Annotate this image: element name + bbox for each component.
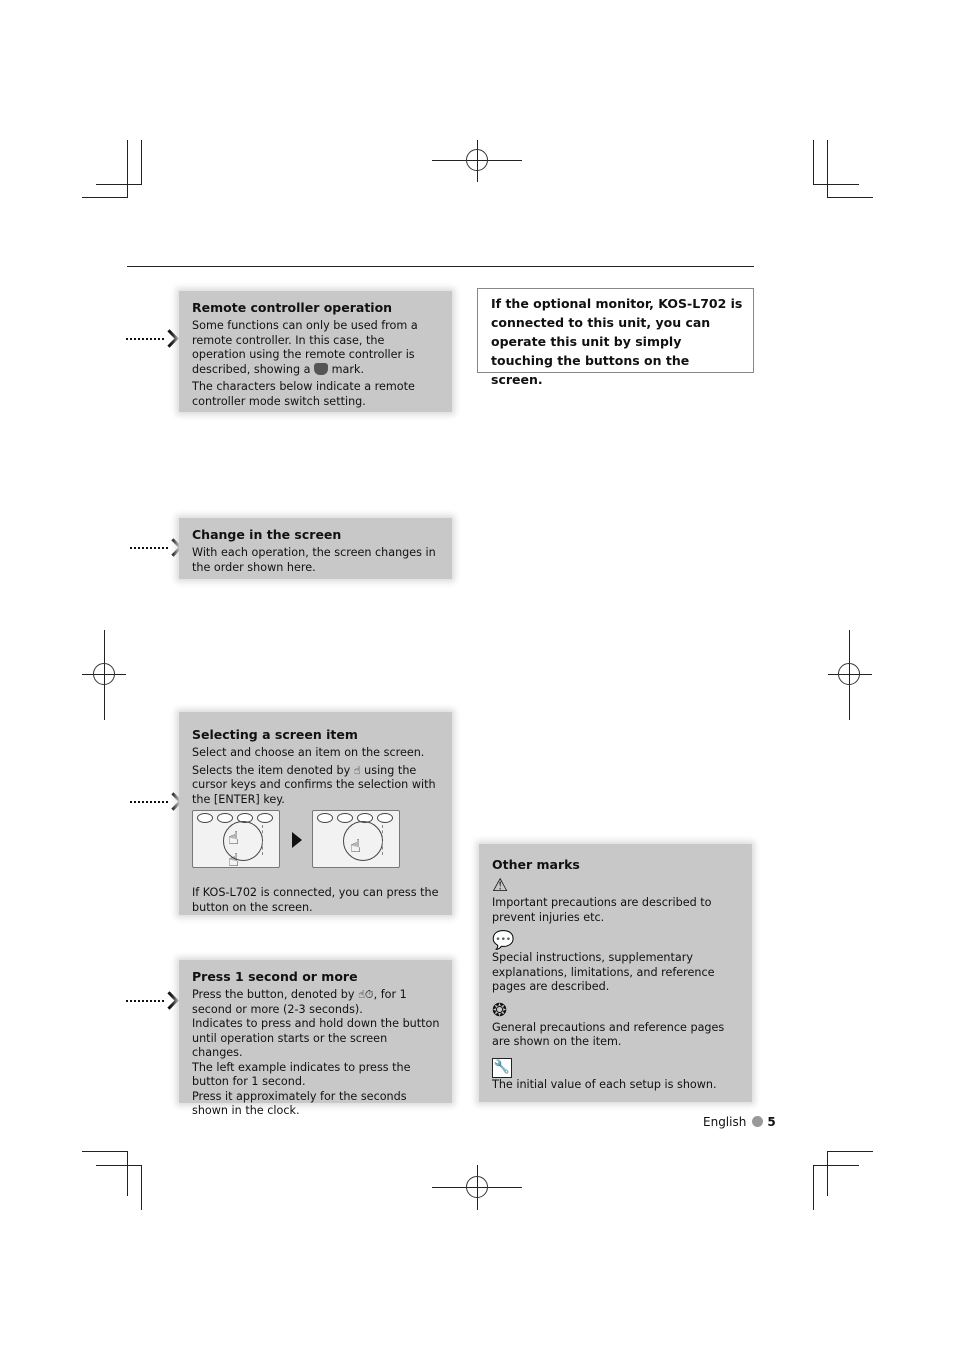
crop-mark [813,140,814,185]
section-text: Indicates to press and hold down the button until operation starts or the screen changes. [192,1017,440,1059]
page-number: 5 [767,1115,776,1129]
mark-description: General precautions and reference pages are shown on the item. [492,1020,725,1048]
crop-mark [127,140,128,198]
other-marks-section [479,844,752,1102]
section-title: Change in the screen [192,527,342,542]
touch-panel-note: If the optional monitor, KOS-L702 is connected to this unit, you can operate this unit by simply touching the buttons on the screen. [477,288,754,373]
registration-circle [93,663,115,685]
footer-language: English [703,1115,747,1129]
crop-mark [127,1151,128,1196]
section-text: Press the button, denoted by ☝⏱, for 1 second or more (2-3 seconds). [192,988,407,1016]
press-hold-section [179,960,452,1117]
bullet-dot-icon [752,1116,763,1127]
section-text: Select and choose an item on the screen. [192,746,425,759]
section-text: If KOS-L702 is connected, you can press the button on the screen. [192,886,439,914]
section-text: The left example indicates to press the button for 1 second. [192,1060,411,1088]
crop-mark [141,140,142,185]
pointing-hand-icon: ☝ [358,988,365,1001]
section-title: Selecting a screen item [192,727,358,742]
pointing-hand-icon: ☝ [350,836,361,857]
crop-mark [827,197,873,198]
arrow-right-icon [292,832,302,848]
crop-mark [82,197,128,198]
warning-triangle-icon: ⚠ [492,875,509,896]
pointer-arrow-icon [126,991,178,1011]
pointer-arrow-icon [130,538,182,558]
clock-icon: ⏱ [364,988,374,1001]
crop-mark [827,1151,828,1196]
crop-mark [827,140,828,198]
mark-description: The initial value of each setup is shown. [492,1077,717,1091]
mark-description: Important precautions are described to prevent injuries etc. [492,896,712,924]
crop-mark [813,184,859,185]
crop-mark [96,1165,142,1166]
section-text: Selects the item denoted by ☝ using the cursor keys and confirms the selection with the [ENTER] key. [192,763,436,806]
section-text: With each operation, the screen changes in the order shown here. [192,546,436,574]
crop-mark [141,1165,142,1210]
pointing-hand-icon: ☝ [228,850,239,871]
header-rule [127,266,754,267]
crop-mark [813,1165,859,1166]
section-title: Other marks [492,857,580,872]
wrench-icon: 🔧 [492,1058,512,1078]
select-item-section [179,712,452,915]
crop-mark [96,184,142,185]
section-text: Some functions can only be used from a remote controller. In this case, the operation using the remote controller is described, showing a mark. [192,319,418,376]
remote-controller-icon [314,363,328,375]
registration-circle [466,1176,488,1198]
remote-controller-section [179,291,452,412]
section-title: Press 1 second or more [192,969,358,984]
section-text: Press it approximately for the seconds shown in the clock. [192,1089,407,1117]
pointer-arrow-icon [126,329,178,349]
crop-mark [813,1165,814,1210]
mark-description: Special instructions, supplementary explanations, limitations, and reference pages are described. [492,951,715,993]
crop-mark [82,1151,128,1152]
registration-circle [466,149,488,171]
section-title: Remote controller operation [192,300,393,315]
section-text: The characters below indicate a remote controller mode switch setting. [192,380,415,408]
registration-circle [838,663,860,685]
pointing-hand-icon: ☝ [353,763,361,777]
pointer-arrow-icon [130,792,182,812]
page-footer [703,1115,776,1129]
general-precaution-icon: ❂ [492,999,508,1021]
pointing-hand-icon: ☝ [228,828,239,849]
speech-bubble-icon: 💬 [492,930,515,951]
remote-illustration [192,810,440,872]
change-screen-section [179,518,452,579]
crop-mark [827,1151,873,1152]
